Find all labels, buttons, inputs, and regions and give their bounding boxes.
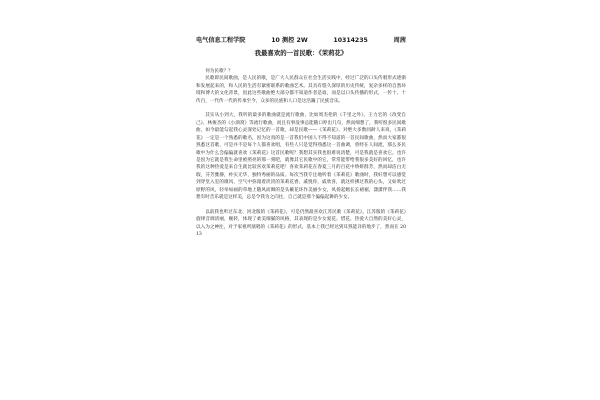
college-name: 电气信息工程学院 xyxy=(196,37,246,44)
student-id: 10314235 xyxy=(333,37,368,44)
student-name: 周茜 xyxy=(393,37,406,44)
paragraph-3: 以前我也听过东北、河北版的《茉莉花》，可是仍然最喜欢江苏民歌《茉莉花》。江苏版的《茉莉花》旋律音调清丽，婉转，体现了柔美细腻的风格，其表现的是少女爱花、惜花、热爱大自然的美好心灵，以入为之神往，对于家祖所演唱的《茉莉花》的形式，基本上我已经达到耳熟能详的地步了，然而在 2013 xyxy=(196,209,406,238)
document-content xyxy=(196,36,406,239)
document-header xyxy=(196,36,406,46)
class-name: 10 测控 2W xyxy=(271,37,308,44)
paragraph-2: 其实从小到大，我听的最多的歌曲就是流行歌曲，比如周杰伦的《千里之外》、王力宏的《改变自己》、林俊杰的《小酒窝》等流行歌曲，而且有事没事总能随口哼出几句，然而细想了，我听很多民间歌曲，如今最能勾起我心灵深处记忆的一首歌，却是民歌——《茉莉花》，对绝大多数同龄人来说，《茉莉花》一定是一个熟悉的歌名，因为这真的是一首我们中国人不得不知道的一首民间歌曲，然而大家都很熟悉这首歌，可是并不是每个人都喜欢唱，有些人只是觉得熟悉这一首曲调，曾经在人间流，那么多民歌中为什么会偏偏就喜欢《茉莉花》这首民歌呢？我想其实我也很难说清楚，可是我就是喜欢它。也许是因为它就是我生命里被照亮的那一刻吧，就像其它民歌中的它，常常能带给我很多美好的回忆，也许我的这种热爱是来自生就比较喜欢茉莉花吧！喜欢茉莉花在春夏三月的百花中娇妍群芳，然而却洁白无瑕，芬芳雅静，朴实无华，独特秀丽的品质。每次当我专注地听着《茉莉花》歌曲时，我好想可以感觉到穿堂入室的微风，空气中弥漫着淡淡的茉莉花香，戚悦你，戚欣喜，就这样拂过我的心头，又如吹过原野的风，轻举如画的草地上随风而舞的是头戴花环作美丽少女，风扬起她长长裙裾，潇潇伴我……我想有时音乐就是这样美，总是令我为之向往，自己就是那个偏偏起舞的少女。 xyxy=(196,113,406,201)
question-line: 何为民歌？？ xyxy=(205,69,233,74)
paragraph-1: 民歌即民间歌曲，是人民的歌，是广大人民群众在社会生活实践中，经过广泛的口头传唱形式逐渐和发展起来的，和人民的生活有紧密联系的歌曲艺术。其具有悠久深厚的历史传统，复杂多样的自然环境和博大的文化背景，因此这些歌曲绝大部分都不知道作者是谁，而是以口头传播的形式，一传十、十传百，一代传一代的传承至今，众多的民族和人口是这浩瀚了民族音乐。 xyxy=(196,76,406,104)
essay-title: 我最喜欢的一首民歌：《茉莉花》 xyxy=(254,49,348,57)
